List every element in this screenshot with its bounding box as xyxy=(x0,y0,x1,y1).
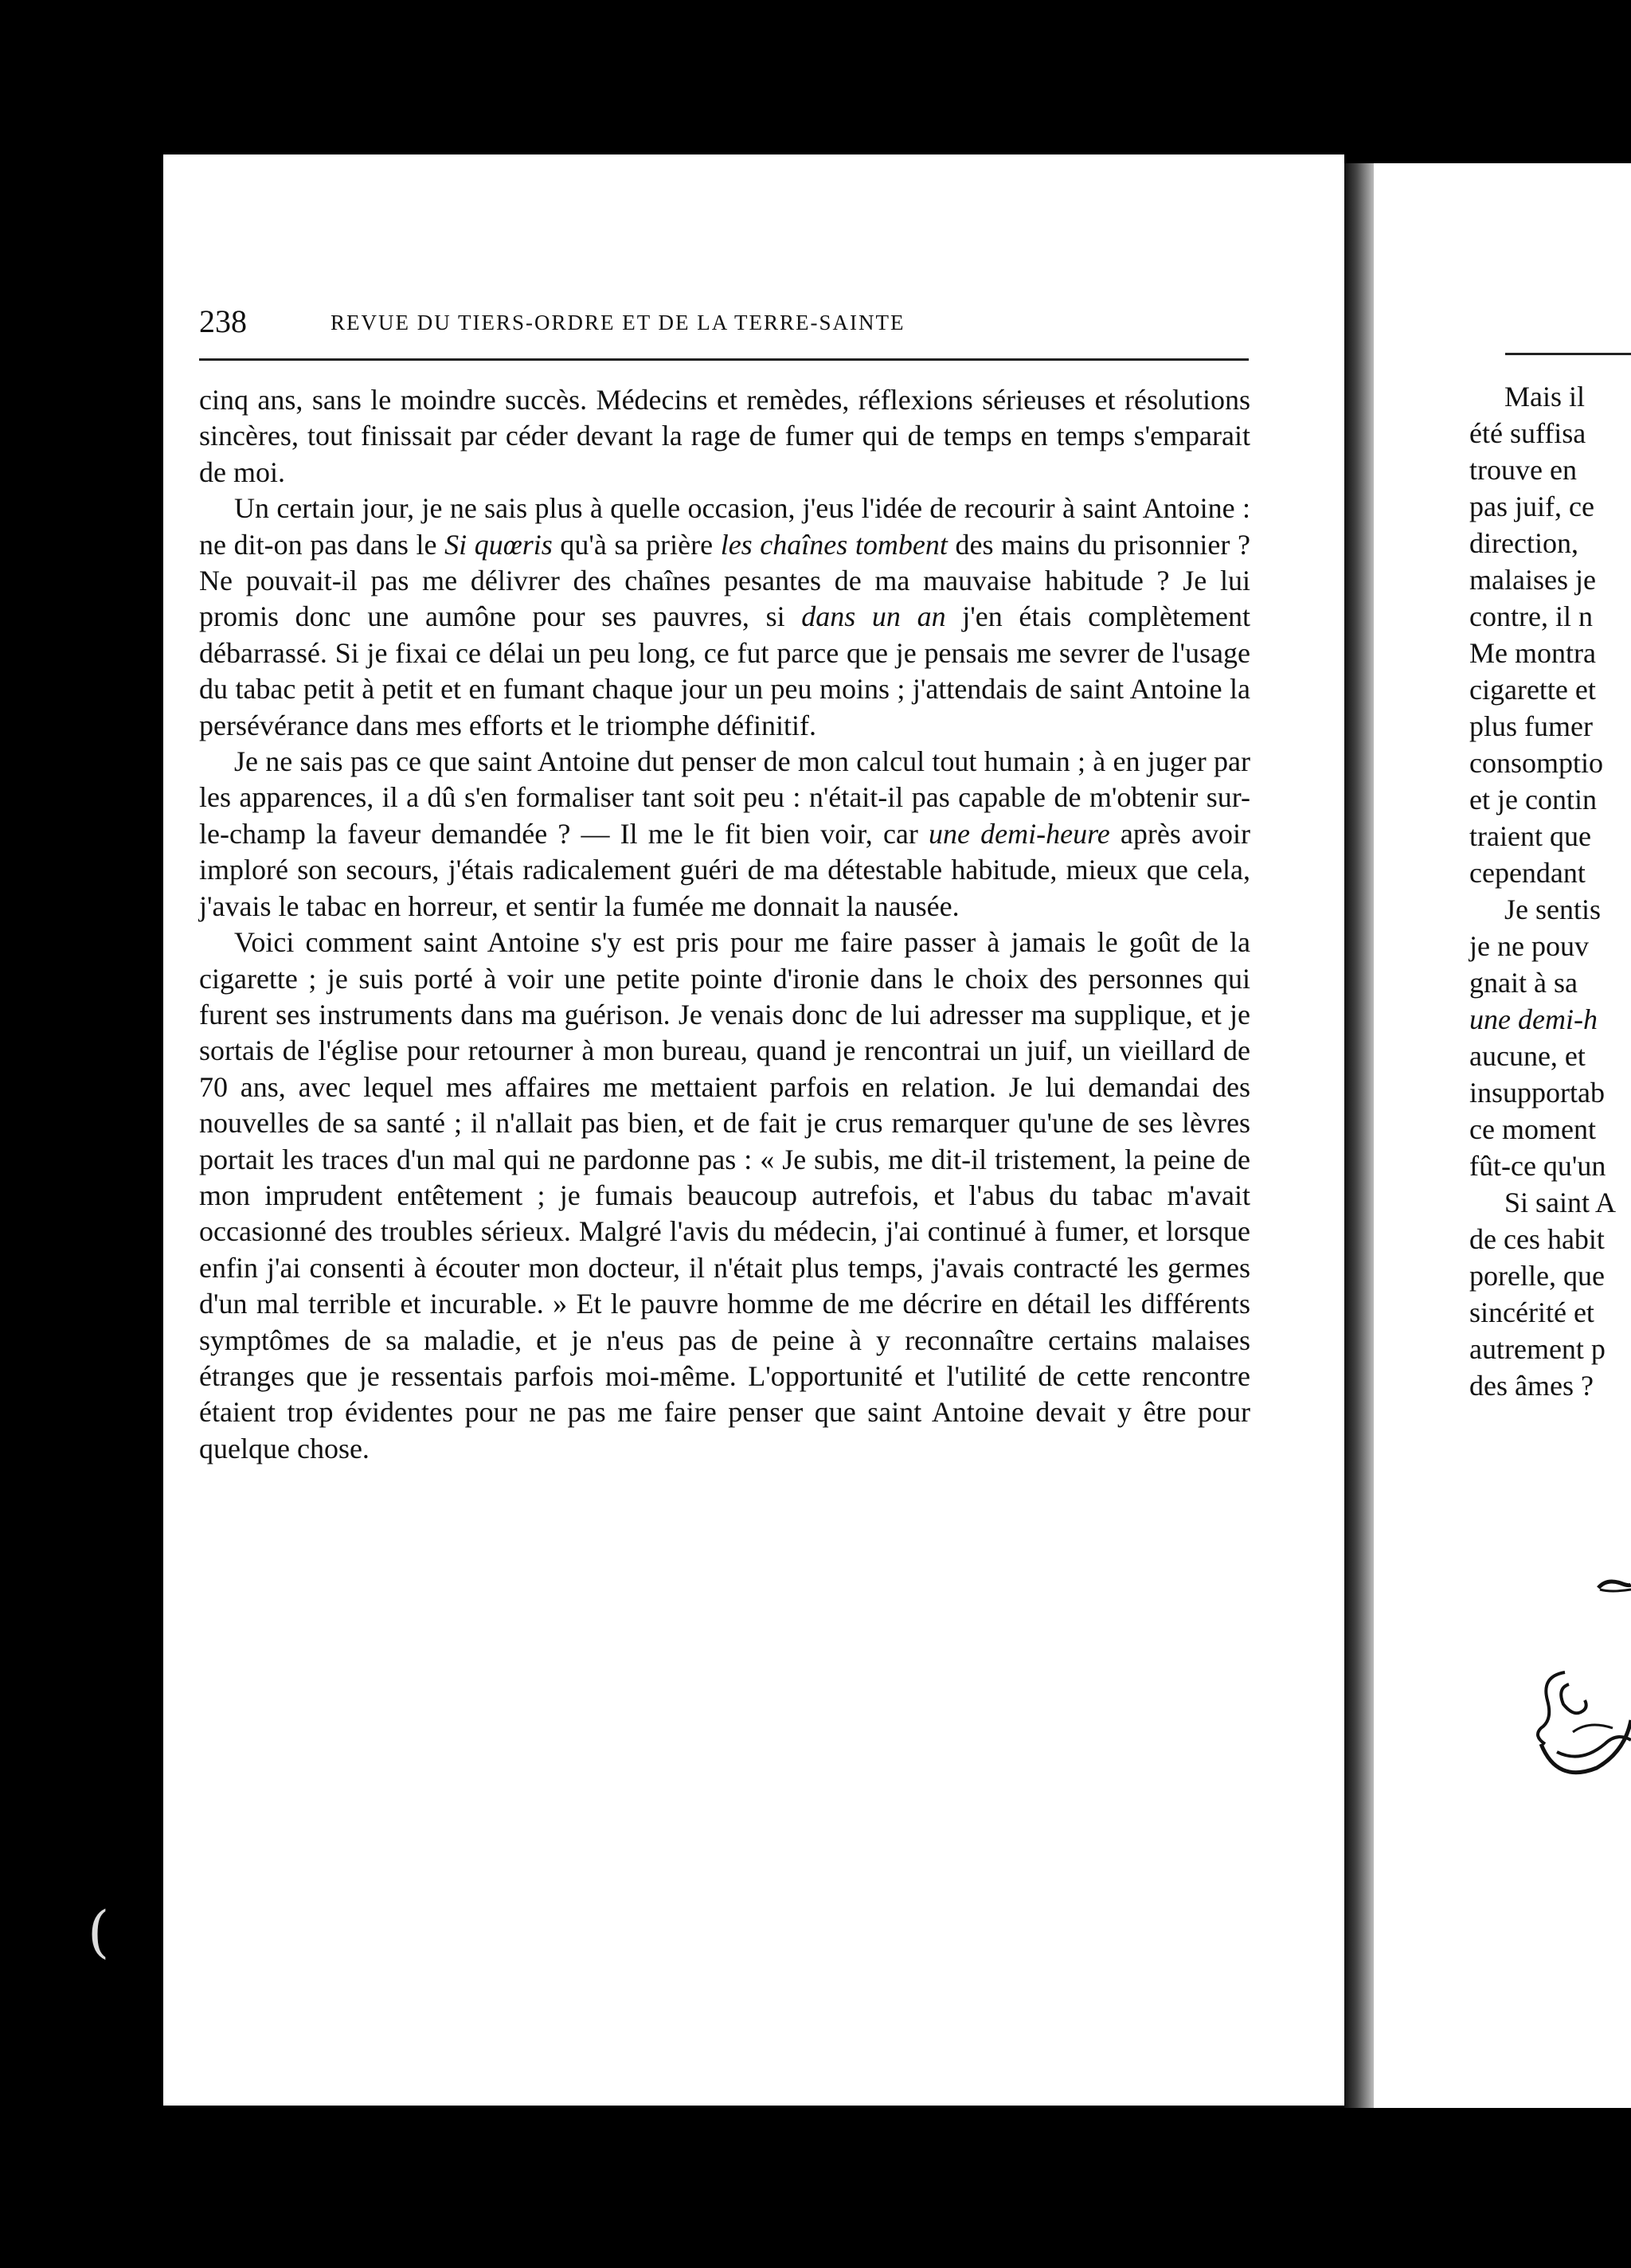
text-line: insupportab xyxy=(1469,1077,1605,1109)
text-line: gnait à sa xyxy=(1469,967,1578,999)
text-run: qu'à sa prière xyxy=(552,528,721,561)
text-line: sincérité et xyxy=(1469,1296,1594,1328)
text-line: Si saint A xyxy=(1504,1187,1617,1218)
text-run: cinq ans, sans le moindre succès. Médecins et remèdes, réflexions sérieuses et résolutions sincères, tout finissait par céder devant la rage de fumer qui de temps en temps s'emparait de moi. xyxy=(199,384,1250,488)
text-line: contre, il n xyxy=(1469,600,1593,632)
text-line: autrement p xyxy=(1469,1333,1606,1365)
paragraph xyxy=(199,491,1250,744)
paragraph xyxy=(199,925,1250,1467)
scan-mark: ( xyxy=(88,1899,110,1965)
page-number: 238 xyxy=(199,303,247,339)
text-line: et je contin xyxy=(1469,784,1597,815)
text-line: pas juif, ce xyxy=(1469,491,1594,522)
text-run: j'en étais complètement débarrassé. Si je fixai ce délai un peu long, ce fut parce que je pensais me sevrer de l'usage du tabac petit à petit et en fumant chaque jour un peu moins ; j'attendais de saint Antoine la persévérance dans mes efforts et le triomphe définitif. xyxy=(199,600,1250,741)
text-run: Je ne sais pas ce que saint Antoine dut penser de mon calcul tout humain ; à en juger par les apparences, il a dû s'en formaliser tant soit peu : n'était-il pas capable de m'obtenir sur-le-champ la faveur demandée ? — Il me le fit bien voir, car xyxy=(199,745,1250,850)
paragraph xyxy=(199,744,1250,925)
text-line: plus fumer xyxy=(1469,710,1593,742)
text-line: Je sentis xyxy=(1504,894,1601,925)
text-line: porelle, que xyxy=(1469,1260,1605,1292)
text-run: Un certain jour, je ne sais plus à quelle occasion, j'eus l'idée de recourir à saint Antoine : ne dit-on pas dans le xyxy=(199,492,1250,561)
text-line: des âmes ? xyxy=(1469,1370,1594,1402)
book-spine-shadow xyxy=(1344,163,1374,2108)
text-line: malaises je xyxy=(1469,564,1596,596)
text-run: des mains du prisonnier ? Ne pouvait-il pas me délivrer des chaînes pesantes de ma mauvaise habitude ? Je lui promis donc une aumône pour ses pauvres, si xyxy=(199,528,1250,633)
right-page-body-text xyxy=(1469,378,1631,1404)
text-line: cependant xyxy=(1469,857,1586,889)
text-line: de ces habit xyxy=(1469,1223,1605,1255)
text-line: consomptio xyxy=(1469,747,1603,779)
italic-phrase: Si quœris xyxy=(444,528,553,561)
text-line: Mais il xyxy=(1504,381,1586,413)
text-line: ce moment xyxy=(1469,1113,1596,1145)
text-line: Me montra xyxy=(1469,637,1596,669)
text-line: fût-ce qu'un xyxy=(1469,1150,1606,1182)
text-line: une demi-h xyxy=(1469,1003,1598,1035)
running-head: REVUE DU TIERS-ORDRE ET DE LA TERRE-SAINTE xyxy=(331,311,905,334)
italic-phrase: les chaînes tombent xyxy=(720,528,948,561)
text-line: direction, xyxy=(1469,527,1578,559)
text-run: après avoir imploré son secours, j'étais radicalement guéri de ma détestable habitude, mieux que cela, j'avais le tabac en horreur, et sentir la fumée me donnait la nausée. xyxy=(199,817,1250,922)
ornament-flourish-scroll xyxy=(1525,1664,1631,1784)
header-rule xyxy=(199,358,1249,361)
text-line: traient que xyxy=(1469,820,1591,852)
left-page-body-text xyxy=(199,382,1250,1467)
right-header-rule xyxy=(1505,353,1631,355)
text-line: je ne pouv xyxy=(1469,930,1589,962)
ornament-flourish-top xyxy=(1597,1577,1631,1596)
paragraph xyxy=(199,382,1250,491)
text-line: cigarette et xyxy=(1469,674,1596,706)
page-header xyxy=(199,303,1250,339)
italic-phrase: dans un an xyxy=(801,600,946,633)
text-run: Voici comment saint Antoine s'y est pris pour me faire passer à jamais le goût de la cigarette ; je suis porté à voir une petite pointe d'ironie dans le choix des personnes qui furent ses instruments dans ma guérison. Je venais donc de lui adresser ma supplique, et je sortais de l'église pour retourner à mon bureau, quand je rencontrai un juif, un vieillard de 70 ans, avec lequel mes affaires me mettaient parfois en relation. Je lui demandai des nouvelles de sa santé ; il n'allait pas bien, et de fait je crus remarquer qu'une de ses lèvres portait les traces d'un mal qui ne pardonne pas : « Je subis, me dit-il tristement, la peine de mon imprudent entêtement ; je fumais beaucoup autrefois, et l'abus du tabac m'avait occasionné des troubles sérieux. Malgré l'avis du médecin, j'ai continué à fumer, et lorsque enfin j'ai consenti à écouter mon docteur, il n'était plus temps, j'avais contracté les germes d'un mal terrible et incurable. » Et le pauvre homme de me décrire en détail les différents symptômes de sa maladie, et je n'eus pas de peine à y reconnaître certains malaises étranges que je ressentais parfois moi-même. L'opportunité et l'utilité de cette rencontre étaient trop évidentes pour ne pas me faire penser que saint Antoine devait y être pour quelque chose. xyxy=(199,926,1250,1464)
text-line: aucune, et xyxy=(1469,1040,1586,1072)
text-line: trouve en xyxy=(1469,454,1577,486)
italic-phrase: une demi-heure xyxy=(929,817,1110,850)
text-line: été suffisa xyxy=(1469,417,1586,449)
